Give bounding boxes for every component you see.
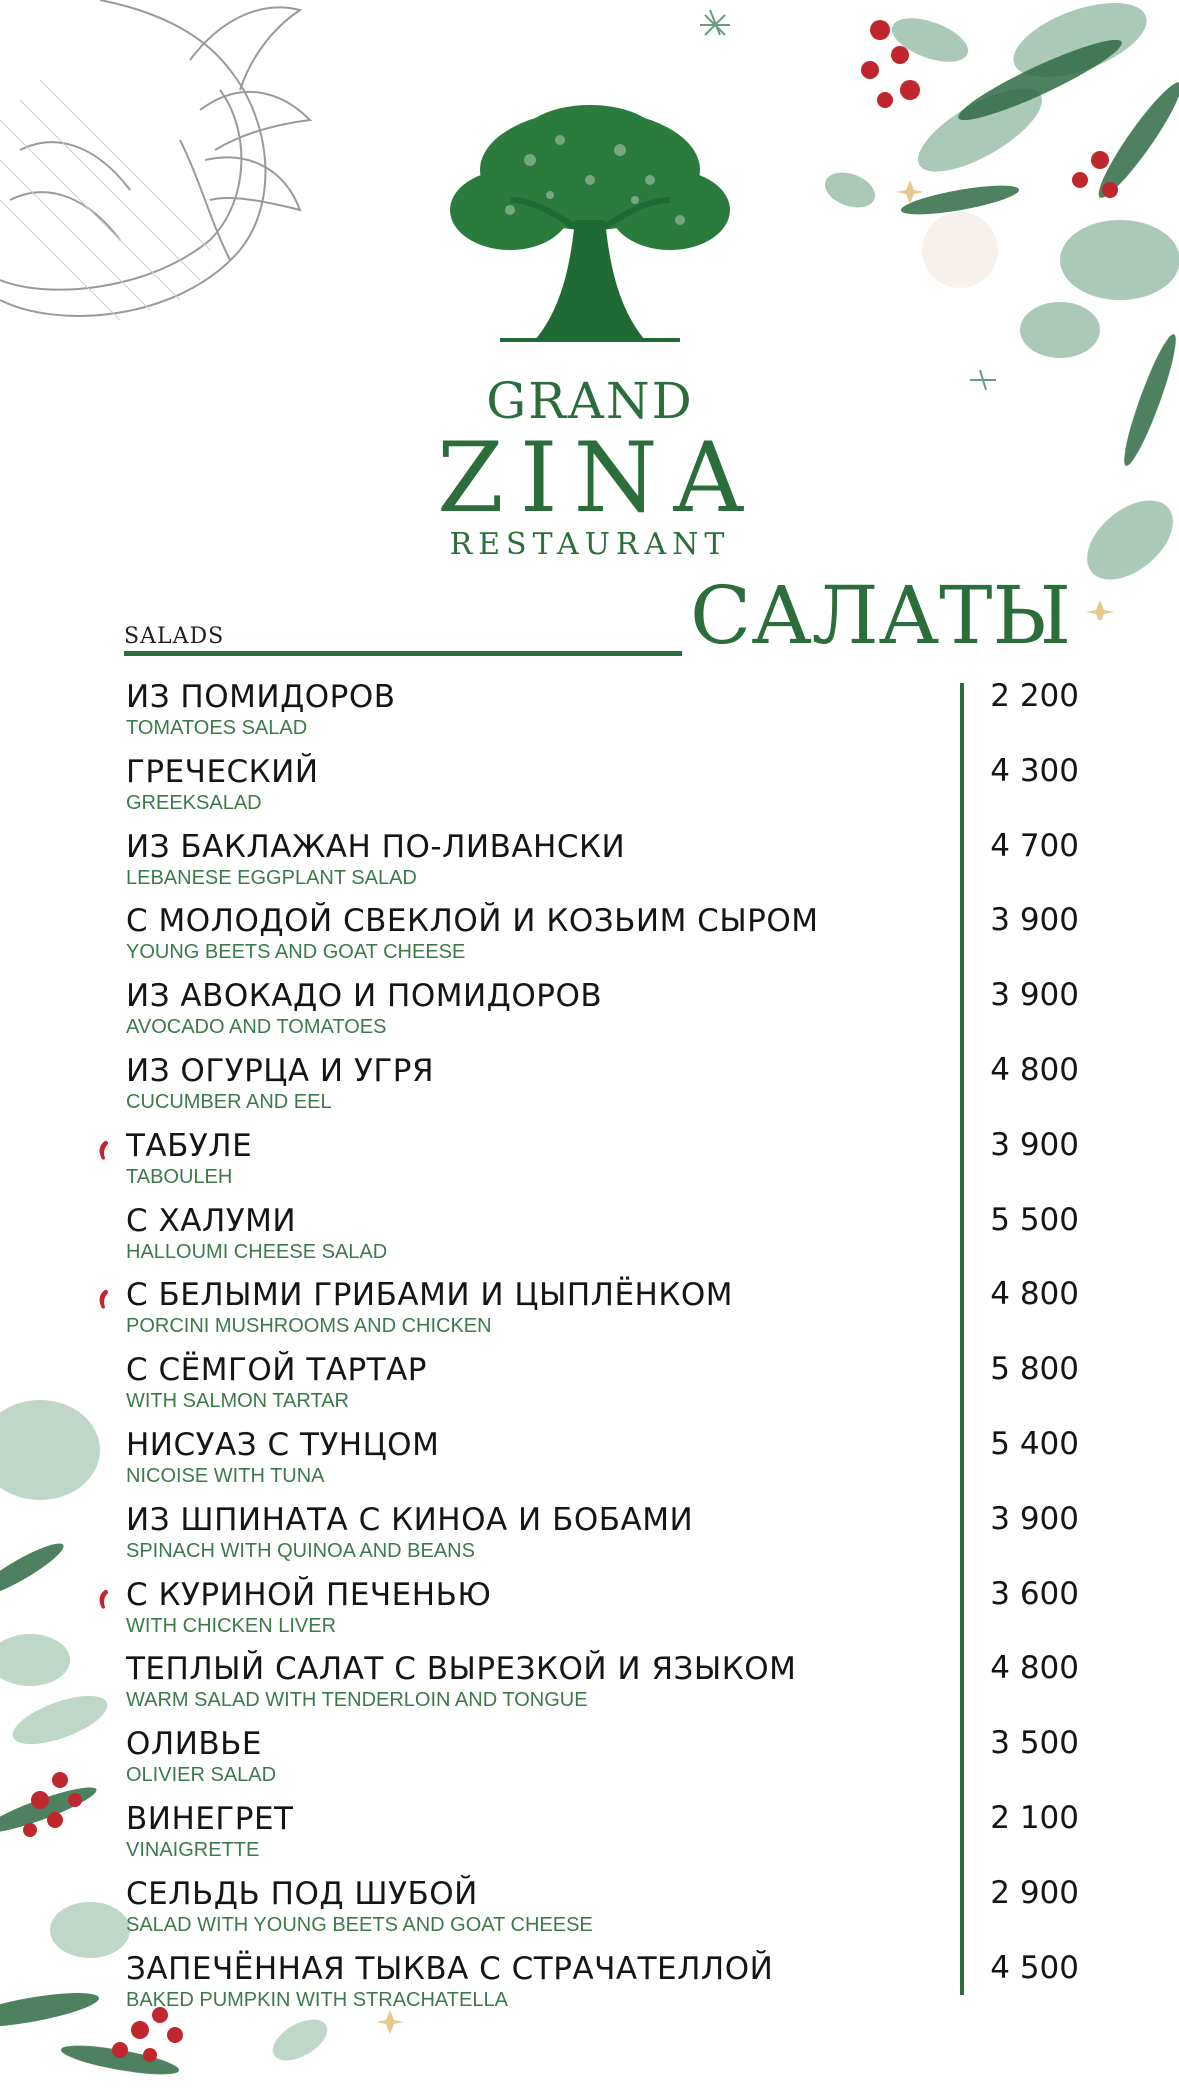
menu-item (0, 1125, 1179, 1200)
menu-item-name: С СЁМГОЙ ТАРТАР (126, 1352, 428, 1389)
menu-item-name: С БЕЛЫМИ ГРИБАМИ И ЦЫПЛЁНКОМ (126, 1277, 733, 1314)
menu-item-english-name: WITH SALMON TARTAR (126, 1390, 349, 1413)
menu-item-english-name: VINAIGRETTE (126, 1838, 260, 1861)
menu-item (0, 1648, 1179, 1723)
menu-item-english-name: SPINACH WITH QUINOA AND BEANS (126, 1539, 475, 1562)
menu-item-name: ИЗ ОГУРЦА И УГРЯ (126, 1052, 435, 1089)
chili-pepper-icon (96, 1139, 110, 1161)
menu-item (0, 826, 1179, 901)
menu-item (0, 1274, 1179, 1349)
menu-item-english-name: BAKED PUMPKIN WITH STRACHATELLA (126, 1988, 508, 2011)
menu-item (0, 1200, 1179, 1275)
menu-item-name: ИЗ АВОКАДО И ПОМИДОРОВ (126, 978, 603, 1015)
menu-item (0, 900, 1179, 975)
menu-item-price: 2 900 (990, 1874, 1079, 1911)
menu-item (0, 1798, 1179, 1873)
menu-item-price: 4 500 (990, 1949, 1079, 1986)
menu-item-price: 2 100 (990, 1799, 1079, 1836)
menu-item (0, 1499, 1179, 1574)
menu-item (0, 751, 1179, 826)
menu-item (0, 676, 1179, 751)
chili-pepper-icon (96, 1588, 110, 1610)
menu-item-price: 4 800 (990, 1051, 1079, 1088)
menu-item-name: С ХАЛУМИ (126, 1202, 297, 1239)
section-title: САЛАТЫ (690, 569, 1072, 662)
menu-item-name: СЕЛЬДЬ ПОД ШУБОЙ (126, 1875, 478, 1912)
section-subtitle: SALADS (124, 624, 225, 649)
brand-line-zina: ZINA (437, 422, 759, 534)
menu-item-english-name: YOUNG BEETS AND GOAT CHEESE (126, 941, 466, 964)
menu-item (0, 1349, 1179, 1424)
menu-item-name: ОЛИВЬЕ (126, 1726, 263, 1763)
menu-item (0, 1948, 1179, 2023)
menu-item-english-name: AVOCADO AND TOMATOES (126, 1016, 387, 1039)
menu-item-price: 5 400 (990, 1425, 1079, 1462)
menu-item-english-name: WARM SALAD WITH TENDERLOIN AND TONGUE (126, 1689, 588, 1712)
chili-pepper-icon (96, 1288, 110, 1310)
olive-tree-icon (440, 100, 740, 350)
menu-item-list (0, 676, 1179, 2022)
menu-item-price: 3 900 (990, 1126, 1079, 1163)
menu-item (0, 975, 1179, 1050)
menu-item-name: ЗАПЕЧЁННАЯ ТЫКВА С СТРАЧАТЕЛЛОЙ (126, 1950, 774, 1987)
menu-item-price: 2 200 (990, 678, 1079, 714)
menu-item-name: НИСУАЗ С ТУНЦОМ (126, 1426, 440, 1463)
menu-item-english-name: HALLOUMI CHEESE SALAD (126, 1240, 388, 1263)
menu-item-name: ИЗ ШПИНАТА С КИНОА И БОБАМИ (126, 1501, 694, 1538)
menu-item-price: 3 900 (990, 977, 1079, 1014)
section-divider (124, 651, 682, 656)
brand-line-grand: GRAND (486, 372, 694, 430)
menu-item-price: 3 600 (990, 1575, 1079, 1612)
menu-item-english-name: SALAD WITH YOUNG BEETS AND GOAT CHEESE (126, 1913, 593, 1936)
menu-item-english-name: GREEKSALAD (126, 791, 262, 814)
menu-item-name: ТАБУЛЕ (126, 1127, 253, 1164)
menu-item-price: 4 800 (990, 1276, 1079, 1313)
menu-item-english-name: TOMATOES SALAD (126, 717, 308, 739)
menu-item-price: 5 800 (990, 1351, 1079, 1388)
menu-item-price: 3 900 (990, 902, 1079, 939)
menu-item-price: 4 300 (990, 752, 1079, 789)
menu-item-price: 4 800 (990, 1650, 1079, 1687)
menu-item-english-name: CUCUMBER AND EEL (126, 1090, 332, 1113)
menu-item (0, 1424, 1179, 1499)
menu-item (0, 1873, 1179, 1948)
menu-item-english-name: LEBANESE EGGPLANT SALAD (126, 866, 417, 889)
menu-item-price: 3 500 (990, 1725, 1079, 1762)
menu-item-english-name: OLIVIER SALAD (126, 1764, 277, 1787)
pomegranate-sketch-decoration (0, 0, 320, 340)
menu-item-name: ГРЕЧЕСКИЙ (126, 753, 319, 790)
menu-item-name: ИЗ ПОМИДОРОВ (126, 679, 396, 715)
menu-item (0, 1723, 1179, 1798)
menu-item (0, 1574, 1179, 1649)
menu-item-name: ТЕПЛЫЙ САЛАТ С ВЫРЕЗКОЙ И ЯЗЫКОМ (126, 1651, 797, 1688)
menu-item-name: ВИНЕГРЕТ (126, 1800, 294, 1837)
menu-item-price: 4 700 (990, 827, 1079, 864)
menu-item-english-name: TABOULEH (126, 1165, 233, 1188)
menu-item-name: С МОЛОДОЙ СВЕКЛОЙ И КОЗЬИМ СЫРОМ (126, 903, 819, 940)
menu-item-name: С КУРИНОЙ ПЕЧЕНЬЮ (126, 1576, 492, 1613)
menu-item-price: 5 500 (990, 1201, 1079, 1238)
menu-item (0, 1050, 1179, 1125)
menu-item-english-name: WITH CHICKEN LIVER (126, 1614, 337, 1637)
menu-item-name: ИЗ БАКЛАЖАН ПО-ЛИВАНСКИ (126, 828, 626, 865)
restaurant-logo (420, 100, 760, 560)
menu-item-english-name: NICOISE WITH TUNA (126, 1464, 325, 1487)
brand-line-restaurant: RESTAURANT (449, 527, 731, 562)
menu-item-price: 3 900 (990, 1500, 1079, 1537)
menu-item-english-name: PORCINI MUSHROOMS AND CHICKEN (126, 1315, 492, 1338)
